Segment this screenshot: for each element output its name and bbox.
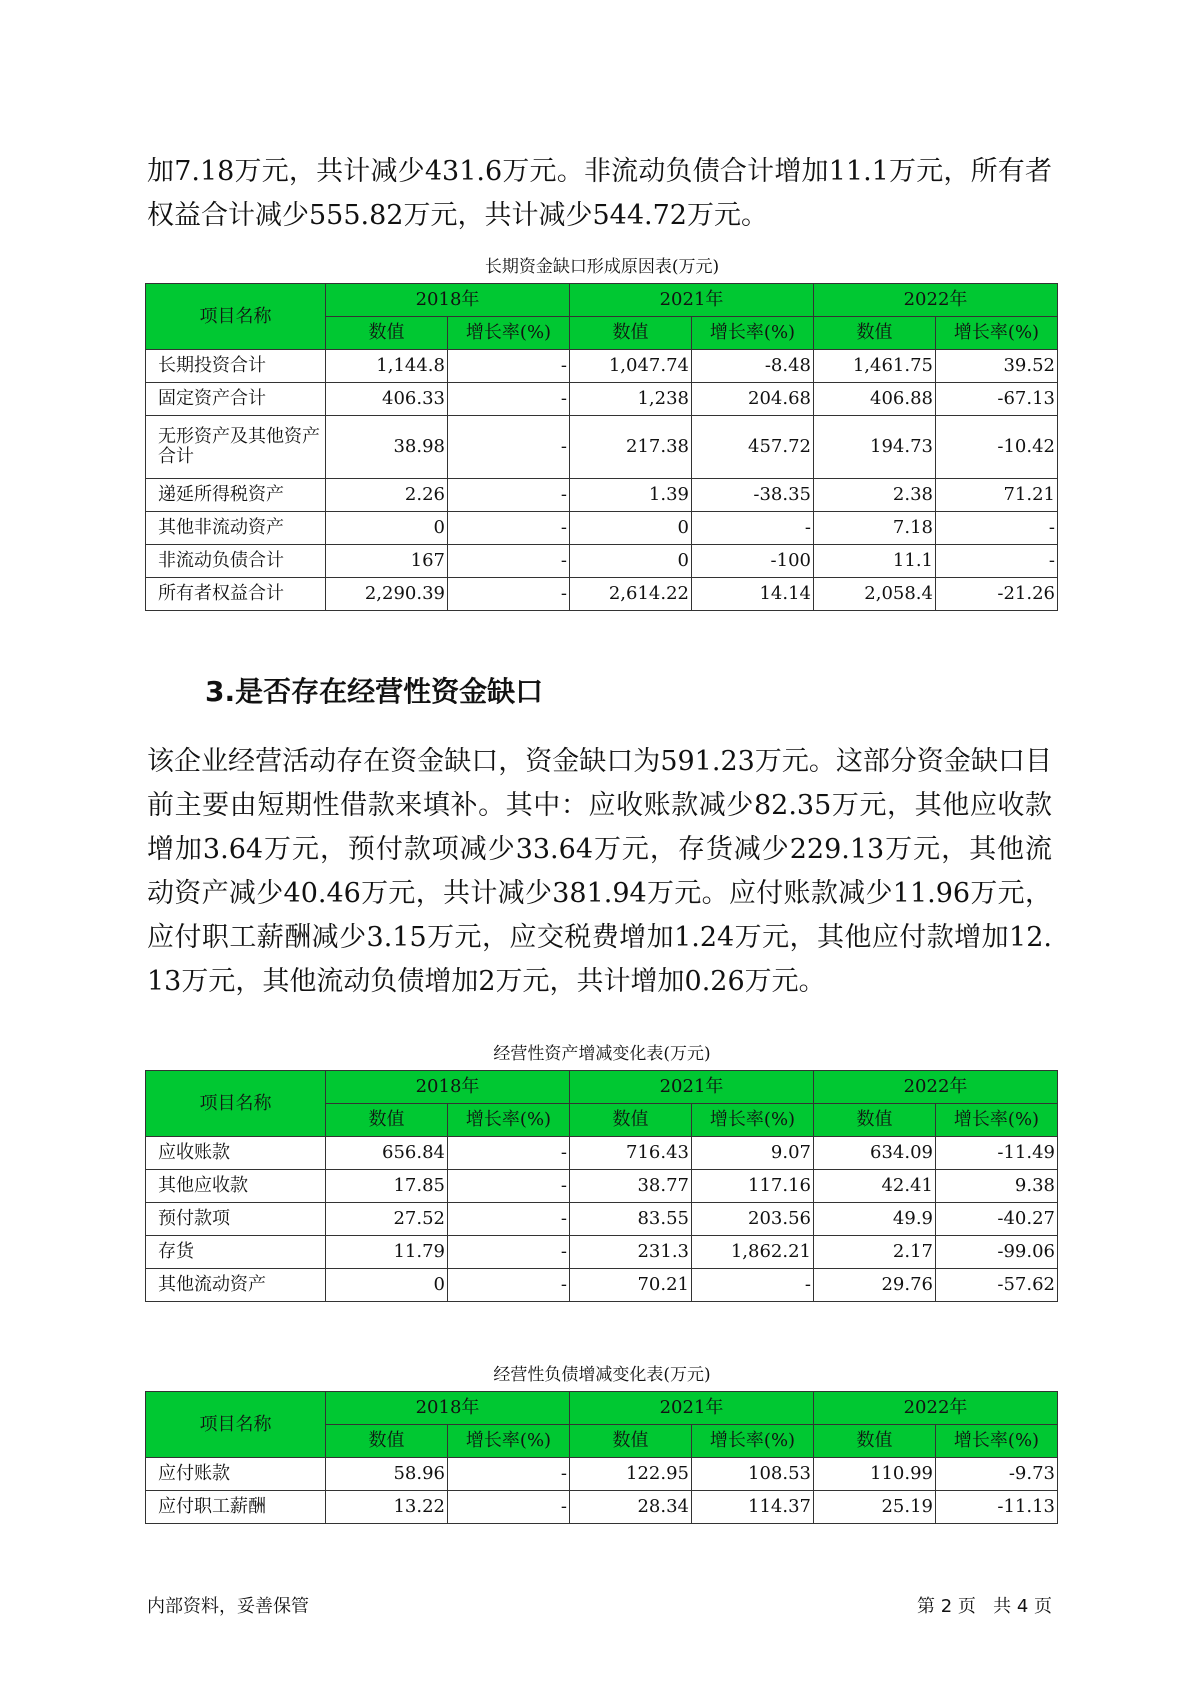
- cell: -57.62: [936, 1269, 1058, 1302]
- header-item-name: 项目名称: [146, 284, 326, 350]
- cell: -11.13: [936, 1491, 1058, 1524]
- cell: -9.73: [936, 1458, 1058, 1491]
- header-growth: 增长率(%): [448, 1104, 570, 1137]
- section3-paragraph: 该企业经营活动存在资金缺口，资金缺口为591.23万元。这部分资金缺口目前主要由短期性借款来填补。其中：应收账款减少82.35万元，其他应收款增加3.64万元，预付款项减少33.64万元，存货减少229.13万元，其他流动资产减少40.46万元，共计减少381.94万元。应付账款减少11.96万元，应付职工薪酬减少3.15万元，应交税费增加1.24万元，其他应付款增加12.13万元，其他流动负债增加2万元，共计增加0.26万元。: [147, 746, 1052, 997]
- row-name: 其他非流动资产: [146, 512, 326, 545]
- table-row: [146, 1236, 1058, 1269]
- cell: -10.42: [936, 416, 1058, 479]
- row-name: 非流动负债合计: [146, 545, 326, 578]
- header-value: 数值: [570, 1104, 692, 1137]
- operating-liabilities-table: [145, 1391, 1058, 1524]
- table-row: [146, 1137, 1058, 1170]
- cell: 17.85: [326, 1170, 448, 1203]
- cell: 38.77: [570, 1170, 692, 1203]
- cell: 167: [326, 545, 448, 578]
- row-name: 其他流动资产: [146, 1269, 326, 1302]
- table-row: [146, 1458, 1058, 1491]
- cell: -: [448, 1269, 570, 1302]
- cell: 14.14: [692, 578, 814, 611]
- cell: -: [448, 383, 570, 416]
- cell: 28.34: [570, 1491, 692, 1524]
- cell: 2,614.22: [570, 578, 692, 611]
- row-name: 应收账款: [146, 1137, 326, 1170]
- section-heading: 3.是否存在经营性资金缺口: [205, 675, 544, 708]
- header-year-2021: 2021年: [570, 1071, 814, 1104]
- table-row: [146, 1203, 1058, 1236]
- cell: 117.16: [692, 1170, 814, 1203]
- cell: -38.35: [692, 479, 814, 512]
- header-growth: 增长率(%): [936, 1425, 1058, 1458]
- table-row: [146, 1170, 1058, 1203]
- row-name: 无形资产及其他资产合计: [146, 416, 326, 479]
- header-year-2021: 2021年: [570, 1392, 814, 1425]
- cell: 70.21: [570, 1269, 692, 1302]
- cell: -99.06: [936, 1236, 1058, 1269]
- cell: -100: [692, 545, 814, 578]
- cell: 38.98: [326, 416, 448, 479]
- cell: -: [448, 416, 570, 479]
- cell: -: [936, 545, 1058, 578]
- header-value: 数值: [814, 1425, 936, 1458]
- header-value: 数值: [814, 317, 936, 350]
- cell: 2,058.4: [814, 578, 936, 611]
- header-value: 数值: [326, 317, 448, 350]
- cell: 1.39: [570, 479, 692, 512]
- header-value: 数值: [326, 1425, 448, 1458]
- table-row: [146, 383, 1058, 416]
- cell: 2.26: [326, 479, 448, 512]
- header-value: 数值: [570, 1425, 692, 1458]
- cell: -8.48: [692, 350, 814, 383]
- cell: 406.88: [814, 383, 936, 416]
- cell: 2.38: [814, 479, 936, 512]
- table-caption-long-term: 长期资金缺口形成原因表(万元): [484, 257, 720, 277]
- header-growth: 增长率(%): [692, 1104, 814, 1137]
- header-value: 数值: [326, 1104, 448, 1137]
- cell: 1,862.21: [692, 1236, 814, 1269]
- cell: -: [448, 1458, 570, 1491]
- cell: -: [692, 1269, 814, 1302]
- cell: -: [692, 512, 814, 545]
- cell: 39.52: [936, 350, 1058, 383]
- cell: 231.3: [570, 1236, 692, 1269]
- cell: -: [448, 479, 570, 512]
- cell: 1,144.8: [326, 350, 448, 383]
- cell: 1,047.74: [570, 350, 692, 383]
- cell: 13.22: [326, 1491, 448, 1524]
- header-year-2021: 2021年: [570, 284, 814, 317]
- table-row: [146, 545, 1058, 578]
- cell: 1,461.75: [814, 350, 936, 383]
- row-name: 所有者权益合计: [146, 578, 326, 611]
- header-value: 数值: [814, 1104, 936, 1137]
- cell: -11.49: [936, 1137, 1058, 1170]
- cell: 83.55: [570, 1203, 692, 1236]
- cell: 71.21: [936, 479, 1058, 512]
- cell: 0: [326, 512, 448, 545]
- cell: 7.18: [814, 512, 936, 545]
- intro-paragraph: 加7.18万元，共计减少431.6万元。非流动负债合计增加11.1万元，所有者权益合计减少555.82万元，共计减少544.72万元。: [147, 156, 1052, 231]
- cell: -67.13: [936, 383, 1058, 416]
- header-growth: 增长率(%): [692, 317, 814, 350]
- cell: 716.43: [570, 1137, 692, 1170]
- cell: -40.27: [936, 1203, 1058, 1236]
- header-year-2018: 2018年: [326, 1071, 570, 1104]
- header-item-name: 项目名称: [146, 1392, 326, 1458]
- header-growth: 增长率(%): [936, 317, 1058, 350]
- header-year-2022: 2022年: [814, 1071, 1058, 1104]
- header-year-2022: 2022年: [814, 1392, 1058, 1425]
- cell: 27.52: [326, 1203, 448, 1236]
- header-growth: 增长率(%): [692, 1425, 814, 1458]
- header-value: 数值: [570, 317, 692, 350]
- cell: 2,290.39: [326, 578, 448, 611]
- cell: 1,238: [570, 383, 692, 416]
- cell: 108.53: [692, 1458, 814, 1491]
- table-row: [146, 416, 1058, 479]
- table-caption-operating-liabilities: 经营性负债增减变化表(万元): [493, 1365, 711, 1385]
- row-name: 存货: [146, 1236, 326, 1269]
- cell: 9.07: [692, 1137, 814, 1170]
- header-growth: 增长率(%): [936, 1104, 1058, 1137]
- cell: 0: [326, 1269, 448, 1302]
- row-name: 其他应收款: [146, 1170, 326, 1203]
- table-row: [146, 1269, 1058, 1302]
- header-item-name: 项目名称: [146, 1071, 326, 1137]
- row-name: 应付职工薪酬: [146, 1491, 326, 1524]
- cell: 114.37: [692, 1491, 814, 1524]
- cell: -: [448, 1203, 570, 1236]
- header-year-2018: 2018年: [326, 1392, 570, 1425]
- cell: 656.84: [326, 1137, 448, 1170]
- cell: 634.09: [814, 1137, 936, 1170]
- cell: 110.99: [814, 1458, 936, 1491]
- cell: -: [448, 1236, 570, 1269]
- cell: 217.38: [570, 416, 692, 479]
- cell: -: [448, 350, 570, 383]
- operating-assets-table: [145, 1070, 1058, 1302]
- cell: 49.9: [814, 1203, 936, 1236]
- table-row: [146, 1491, 1058, 1524]
- cell: 204.68: [692, 383, 814, 416]
- table-row: [146, 512, 1058, 545]
- table-row: [146, 350, 1058, 383]
- row-name: 应付账款: [146, 1458, 326, 1491]
- cell: 11.79: [326, 1236, 448, 1269]
- row-name: 预付款项: [146, 1203, 326, 1236]
- cell: -: [448, 1170, 570, 1203]
- cell: -: [448, 578, 570, 611]
- cell: 9.38: [936, 1170, 1058, 1203]
- row-name: 固定资产合计: [146, 383, 326, 416]
- cell: 0: [570, 512, 692, 545]
- cell: -: [448, 1491, 570, 1524]
- cell: -21.26: [936, 578, 1058, 611]
- footer-note: 内部资料，妥善保管: [147, 1596, 309, 1617]
- header-growth: 增长率(%): [448, 1425, 570, 1458]
- cell: -: [936, 512, 1058, 545]
- cell: 25.19: [814, 1491, 936, 1524]
- table-row: [146, 578, 1058, 611]
- header-growth: 增长率(%): [448, 317, 570, 350]
- cell: 42.41: [814, 1170, 936, 1203]
- cell: -: [448, 545, 570, 578]
- cell: 29.76: [814, 1269, 936, 1302]
- cell: 122.95: [570, 1458, 692, 1491]
- header-year-2018: 2018年: [326, 284, 570, 317]
- row-name: 长期投资合计: [146, 350, 326, 383]
- cell: 0: [570, 545, 692, 578]
- header-year-2022: 2022年: [814, 284, 1058, 317]
- cell: 194.73: [814, 416, 936, 479]
- cell: 406.33: [326, 383, 448, 416]
- table-caption-operating-assets: 经营性资产增减变化表(万元): [493, 1044, 711, 1064]
- cell: 2.17: [814, 1236, 936, 1269]
- cell: -: [448, 512, 570, 545]
- cell: 11.1: [814, 545, 936, 578]
- row-name: 递延所得税资产: [146, 479, 326, 512]
- page-number: 第 2 页 共 4 页: [917, 1596, 1052, 1617]
- cell: -: [448, 1137, 570, 1170]
- cell: 457.72: [692, 416, 814, 479]
- cell: 58.96: [326, 1458, 448, 1491]
- cell: 203.56: [692, 1203, 814, 1236]
- long-term-funding-gap-table: [145, 283, 1058, 611]
- table-row: [146, 479, 1058, 512]
